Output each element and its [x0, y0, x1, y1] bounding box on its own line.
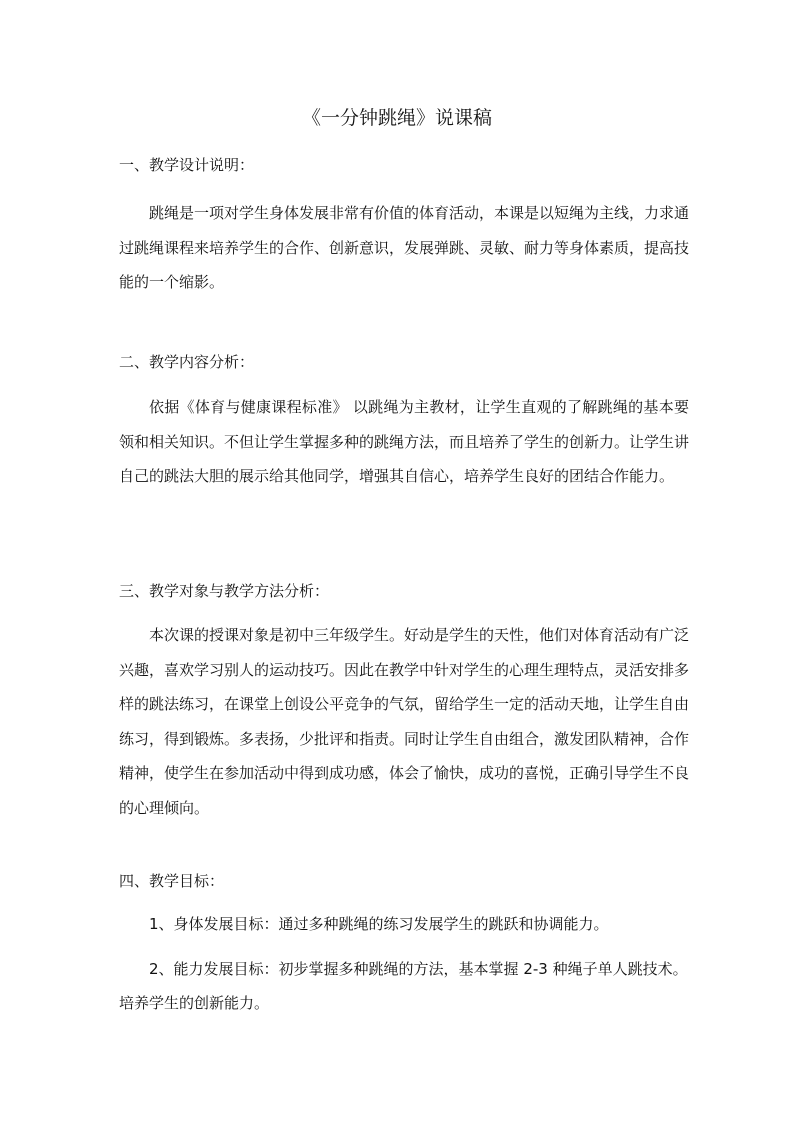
- document-title: 《一分钟跳绳》说课稿: [301, 107, 492, 129]
- section-heading-objectives: 四、教学目标：: [119, 872, 225, 890]
- section-heading-design: 一、教学设计说明：: [119, 156, 255, 174]
- paragraph-content: 依据《体育与健康课程标准》 以跳绳为主教材，让学生直观的了解跳绳的基本要领和相关知识。不但让学生掌握多种的跳绳方法，而且培养了学生的创新力。让学生讲自己的跳法大胆的展示给其他同学，增强其自信心，培养学生良好的团结合作能力。: [119, 398, 690, 485]
- objective-item-ability: 2、能力发展目标：初步掌握多种跳绳的方法，基本掌握 2-3 种绳子单人跳技术。培养学生的创新能力。: [119, 960, 688, 1012]
- paragraph-design: 跳绳是一项对学生身体发展非常有价值的体育活动，本课是以短绳为主线，力求通过跳绳课程来培养学生的合作、创新意识，发展弹跳、灵敏、耐力等身体素质，提高技能的一个缩影。: [119, 204, 690, 291]
- section-heading-content: 二、教学内容分析：: [119, 353, 255, 371]
- paragraph-students-methods: 本次课的授课对象是初中三年级学生。好动是学生的天性，他们对体育活动有广泛兴趣，喜欢学习别人的运动技巧。因此在教学中针对学生的心理生理特点，灵活安排多样的跳法练习，在课堂上创设公平竞争的气氛，留给学生一定的活动天地，让学生自由练习，得到锻炼。多表扬，少批评和指责。同时让学生自由组合，激发团队精神，合作精神，使学生在参加活动中得到成功感，体会了愉快，成功的喜悦，正确引导学生不良的心理倾向。: [119, 626, 690, 817]
- section-heading-students-methods: 三、教学对象与教学方法分析：: [119, 582, 330, 600]
- objective-item-physical: 1、身体发展目标：通过多种跳绳的练习发展学生的跳跃和协调能力。: [149, 915, 609, 933]
